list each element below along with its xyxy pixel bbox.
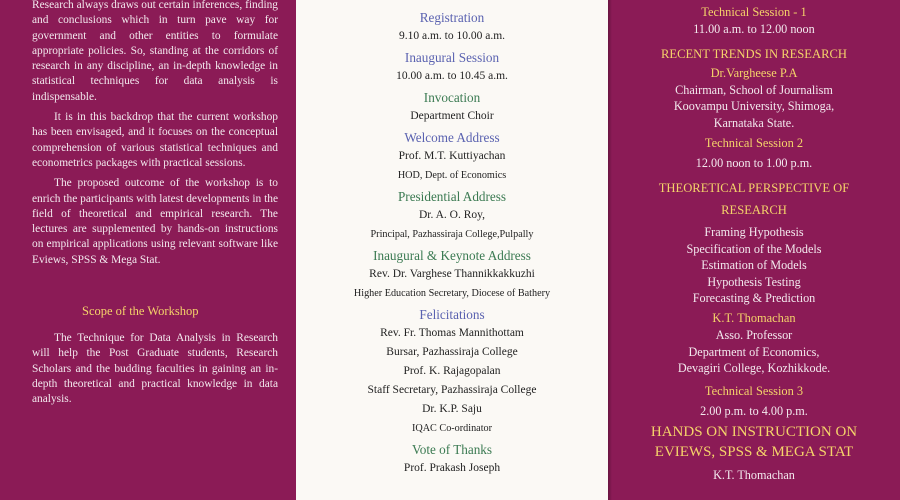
scope-heading: Scope of the Workshop (82, 304, 199, 319)
technical-session-2-time: 12.00 noon to 1.00 p.m. (695, 156, 813, 171)
keynote-name: Rev. Dr. Varghese Thannikkakkuzhi (369, 268, 535, 280)
felicitations-heading: Felicitations (419, 307, 485, 322)
invocation-heading: Invocation (423, 90, 481, 105)
speaker-role: Department of Economics, (688, 344, 820, 359)
backdrop-paragraph: It is in this backdrop that the current workshop has been envisaged, and it focuses on the conceptual comprehension of various statistical techniques and econometrics packages with practical sessions. (32, 111, 278, 169)
felicitation-line: Staff Secretary, Pazhassiraja College (367, 384, 537, 396)
technical-session-1-time: 11.00 a.m. to 12.00 noon (693, 22, 815, 36)
technical-session-2-title: THEORETICAL PERSPECTIVE OF (658, 180, 850, 195)
programme-panel (296, 0, 608, 500)
felicitation-line: IQAC Co-ordinator (411, 423, 493, 434)
felicitation-line: Bursar, Pazhassiraja College (386, 346, 518, 358)
technical-session-2-title-cont: RESEARCH (721, 202, 787, 217)
invocation-by: Department Choir (410, 110, 494, 122)
outcome-paragraph: The proposed outcome of the workshop is to enrich the participants with latest developments in the field of theoretical and empirical research. The lectures are supplemented by hands-on instructions on empirical applications using relevant software like Eviews, SPSS & Mega Stat. (32, 177, 278, 266)
technical-session-1-heading: Technical Session - 1 (701, 5, 807, 19)
inaugural-time: 10.00 a.m. to 10.45 a.m. (396, 70, 508, 82)
topic-item: Estimation of Models (701, 258, 807, 273)
topic-item: Specification of the Models (686, 241, 822, 256)
vote-of-thanks-heading: Vote of Thanks (411, 442, 493, 457)
technical-session-2-heading: Technical Session 2 (704, 136, 804, 151)
technical-session-2-speaker: K.T. Thomachan (712, 310, 796, 325)
left-panel (0, 0, 296, 500)
technical-session-1-speaker: Dr.Vargheese P.A (710, 65, 798, 80)
technical-session-3-title-cont: EVIEWS, SPSS & MEGA STAT (654, 444, 854, 461)
welcome-name: Prof. M.T. Kuttiyachan (398, 150, 506, 162)
welcome-role: HOD, Dept. of Economics (397, 170, 507, 181)
technical-session-1-title: RECENT TRENDS IN RESEARCH (660, 46, 847, 61)
intro-paragraph: Research always draws out certain inferences, finding and conclusions which in turn pave way for government and other entities to formulate appropriate policies. So, standing at the corridors of research in any discipline, an in-depth knowledge in statistical techniques for data analysis is indispensable. (32, 0, 278, 103)
presidential-role: Principal, Pazhassiraja College,Pulpally (370, 229, 534, 240)
technical-session-3-time: 2.00 p.m. to 4.00 p.m. (700, 403, 808, 418)
welcome-heading: Welcome Address (404, 130, 500, 145)
registration-heading: Registration (419, 10, 485, 25)
scope-paragraph: The Technique for Data Analysis in Research will help the Post Graduate students, Research Scholars and the budding faculties in gaining an in-depth theoretical and practical knowledge in data analysis. (32, 332, 278, 406)
speaker-role: Chairman, School of Journalism (675, 82, 833, 97)
topic-item: Framing Hypothesis (704, 224, 804, 239)
keynote-role: Higher Education Secretary, Diocese of Bathery (353, 288, 551, 299)
technical-session-3-title: HANDS ON INSTRUCTION ON (650, 424, 858, 441)
technical-session-3-heading: Technical Session 3 (704, 383, 804, 398)
technical-sessions-panel (608, 0, 900, 500)
speaker-role: Karnataka State. (713, 115, 795, 130)
technical-session-3-speaker: K.T. Thomachan (713, 468, 795, 483)
topic-item: Hypothesis Testing (707, 274, 801, 289)
fold-shadow (608, 0, 612, 500)
presidential-heading: Presidential Address (397, 189, 507, 204)
felicitation-line: Rev. Fr. Thomas Mannithottam (380, 327, 524, 339)
speaker-role: Devagiri College, Kozhikkode. (677, 361, 831, 376)
felicitation-line: Prof. K. Rajagopalan (403, 365, 501, 377)
presidential-name: Dr. A. O. Roy, (418, 209, 486, 221)
inaugural-session-heading: Inaugural Session (404, 50, 500, 65)
vote-of-thanks-name: Prof. Prakash Joseph (403, 462, 501, 474)
felicitation-line: Dr. K.P. Saju (422, 403, 482, 415)
keynote-heading: Inaugural & Keynote Address (373, 248, 531, 263)
registration-time: 9.10 a.m. to 10.00 a.m. (398, 30, 506, 42)
speaker-role: Asso. Professor (715, 327, 793, 342)
topic-item: Forecasting & Prediction (692, 291, 816, 306)
speaker-role: Koovampu University, Shimoga, (673, 99, 835, 114)
